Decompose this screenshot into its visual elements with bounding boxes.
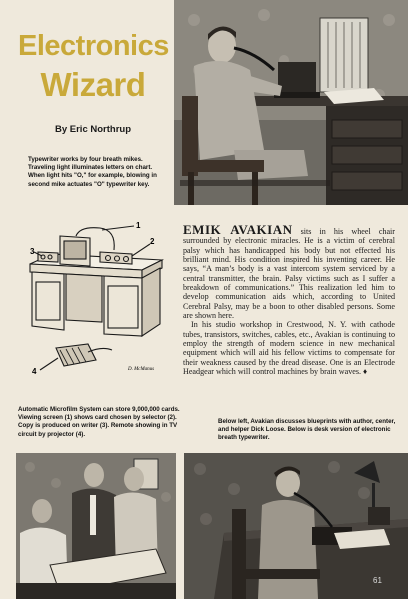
caption-microfilm: Automatic Microfilm System can store 9,000,000 cards. Viewing screen (1) shows card chosen by selector (2). Copy is produced on writer (3). Remote showing in TV circuit by projector (4).: [18, 406, 180, 438]
article-body: [183, 222, 396, 377]
article-paragraph-1: EMIK AVAKIAN sits in his wheel chair surrounded by electronic miracles. He is a victim of cerebral palsy which has handicapped his body but not effected his brilliant mind. His condition inspired his inventing career. He says, “A man’s body is a vast intercom system serviced by a central transmitter, the brain. Palsy victims such as I suffer a breakdown of communications.” This realization led him to develop communication aids which, according to United Cerebral Palsy, may be a boon to other disabled persons. Some are shown here.: [183, 222, 396, 321]
diagram-microfilm-system: [22, 222, 172, 390]
page-number: 61: [373, 576, 382, 585]
caption-below: Below left, Avakian discusses blueprints with author, center, and helper Dick Loose. Below is desk version of electronic breath typewriter.: [218, 418, 396, 442]
diagram-label-3: 3: [30, 247, 35, 256]
article-paragraph-2: In his studio workshop in Crestwood, N. Y. with cathode tubes, transistors, switches, cables, etc., Avakian is continuing to employ the strength of modern science in new mechanical equipment which will aid his fellow victims to compensate for their weakness caused by the dread disease. One is an Electrode Headgear which will control machines by brain waves. ♦: [183, 320, 395, 377]
article-title-line1: Electronics: [18, 30, 169, 62]
article-title-line2: Wizard: [40, 66, 146, 103]
photo-blueprints: [16, 453, 176, 599]
caption-typewriter: Typewriter works by four breath mikes. Traveling light illuminates letters on chart. When light hits "O," for example, blowing in second mike actuates "O" typewriter key.: [28, 156, 157, 188]
diagram-label-1: 1: [136, 222, 141, 230]
illustrator-signature: D. McManus: [128, 367, 155, 372]
diagram-label-2: 2: [150, 237, 155, 246]
diagram-label-4: 4: [32, 367, 37, 376]
byline: By Eric Northrup: [54, 124, 131, 135]
photo-typewriter: [174, 0, 408, 205]
article-lead-name: EMIK AVAKIAN: [183, 222, 293, 237]
